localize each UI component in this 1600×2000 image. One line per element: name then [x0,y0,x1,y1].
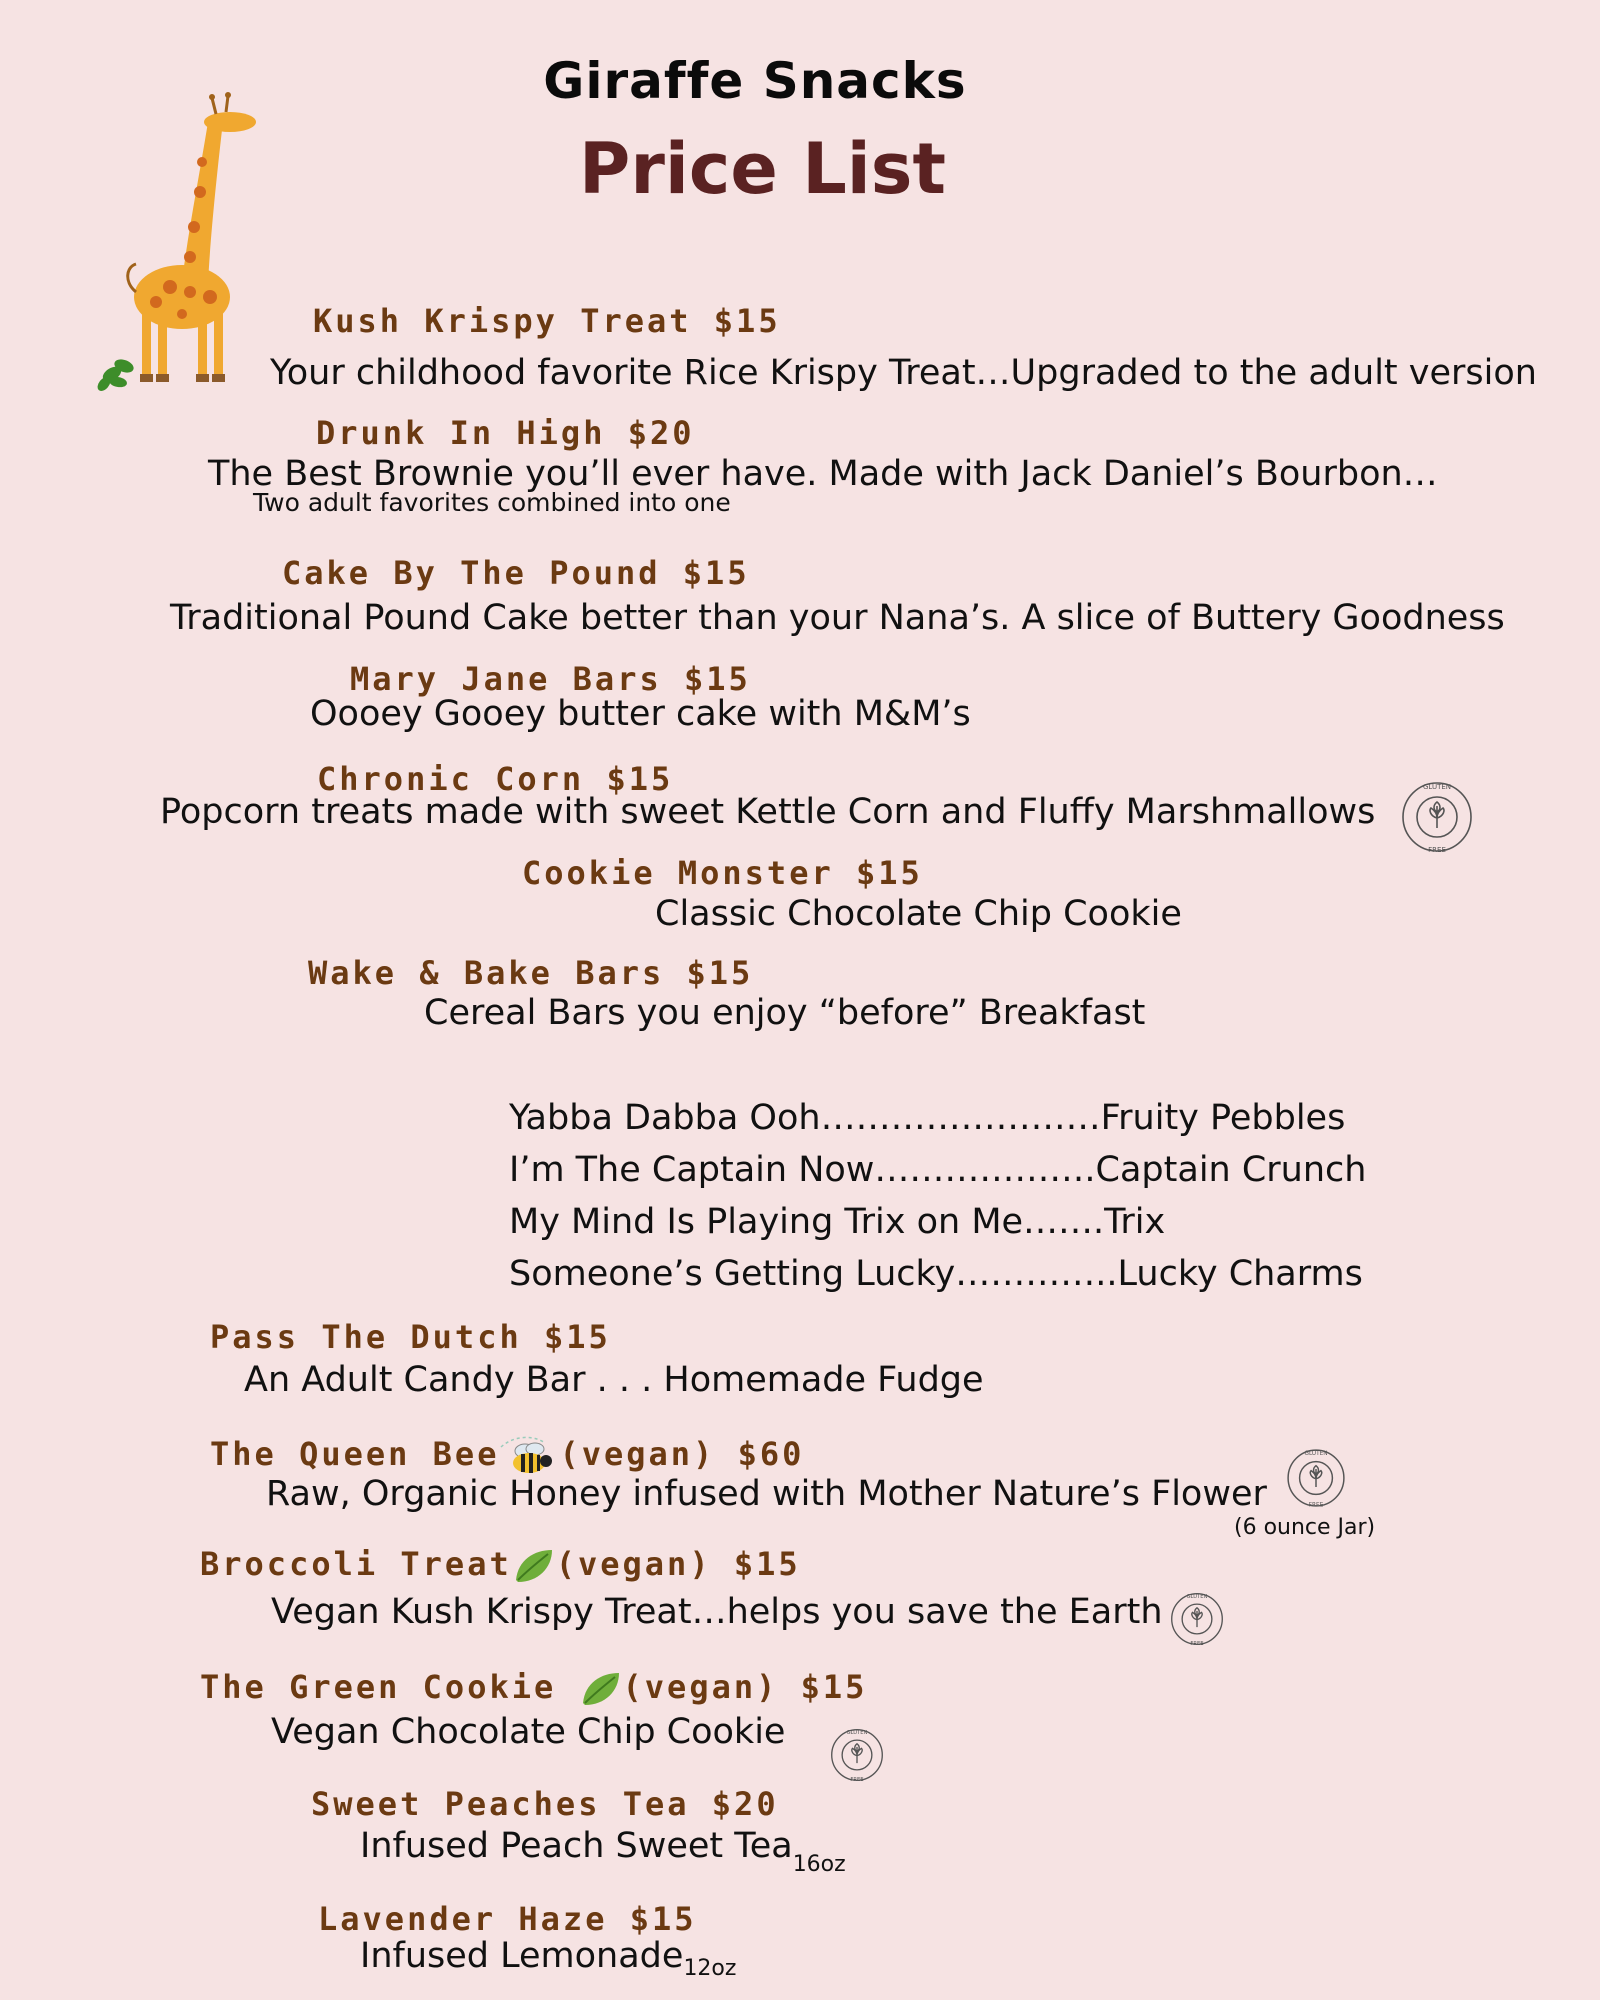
item-name-part: The Queen Bee [210,1435,500,1473]
page-title: Price List [579,128,946,210]
cereal-list-item: I’m The Captain Now……………….Captain Crunch [509,1150,1367,1190]
badge-top-text: GLUTEN [846,1730,868,1737]
badge-bottom-text: FREE [850,1777,864,1784]
leaf-icon [512,1546,556,1586]
badge-bottom-text: FREE [1308,1502,1324,1509]
item-name [200,1668,867,1709]
gluten-free-badge-icon [1284,1446,1348,1510]
item-description: An Adult Candy Bar . . . Homemade Fudge [244,1360,984,1400]
item-name: Pass The Dutch $15 [210,1318,611,1356]
item-name-part: The Green Cookie [200,1668,557,1706]
item-description: Traditional Pound Cake better than your Nana’s. A slice of Buttery Goodness [170,598,1505,638]
item-description [360,1936,736,1981]
item-name: Sweet Peaches Tea $20 [311,1785,779,1823]
giraffe-icon [90,92,280,392]
item-name: Lavender Haze $15 [318,1900,697,1938]
badge-bottom-text: FREE [1190,1641,1204,1648]
gluten-free-badge-icon [1168,1590,1226,1648]
gluten-free-badge-icon [1398,778,1476,856]
item-subdescription: Two adult favorites combined into one [253,488,731,517]
item-name: Drunk In High $20 [316,414,695,452]
item-description: Vegan Kush Krispy Treat…helps you save the Earth [271,1592,1163,1632]
item-description: Raw, Organic Honey infused with Mother Nature’s Flower [266,1474,1267,1514]
item-description: Oooey Gooey butter cake with M&M’s [310,694,971,734]
item-description: Classic Chocolate Chip Cookie [655,894,1182,934]
item-name: Mary Jane Bars $15 [350,660,751,698]
item-size: 16oz [792,1852,846,1877]
item-description [360,1826,846,1877]
item-name: Chronic Corn $15 [317,760,674,798]
item-name-part: (vegan) $60 [559,1435,805,1473]
item-name: Cake By The Pound $15 [282,554,750,592]
cereal-list-item: Yabba Dabba Ooh……………………Fruity Pebbles [509,1098,1346,1138]
item-name: Kush Krispy Treat $15 [313,302,781,340]
cereal-list-item: Someone’s Getting Lucky…………..Lucky Charms [509,1254,1363,1294]
leaf-icon [579,1669,623,1709]
item-name-part: (vegan) $15 [622,1668,868,1706]
item-name [200,1545,801,1586]
item-description: Popcorn treats made with sweet Kettle Corn and Fluffy Marshmallows [160,792,1376,832]
bee-icon [499,1433,559,1479]
item-name-part: (vegan) $15 [555,1545,801,1583]
item-description-text: Infused Lemonade [360,1936,684,1976]
cereal-list-item: My Mind Is Playing Trix on Me…….Trix [509,1202,1166,1242]
badge-top-text: GLUTEN [1186,1594,1208,1601]
item-description: The Best Brownie you’ll ever have. Made with Jack Daniel’s Bourbon… [208,454,1438,494]
brand-name: Giraffe Snacks [543,52,967,110]
item-description: Your childhood favorite Rice Krispy Treat…Upgraded to the adult version [270,353,1537,393]
item-description: Cereal Bars you enjoy “before” Breakfast [424,993,1146,1033]
badge-bottom-text: FREE [1428,846,1446,854]
item-size: 12oz [683,1956,737,1981]
item-name [210,1433,804,1479]
item-description-text: Infused Peach Sweet Tea [360,1826,793,1866]
item-name-part: Broccoli Treat [200,1545,512,1583]
badge-top-text: GLUTEN [1422,783,1452,791]
item-description: Vegan Chocolate Chip Cookie [271,1712,786,1752]
item-name: Cookie Monster $15 [522,854,923,892]
gluten-free-badge-icon [828,1726,886,1784]
item-note: (6 ounce Jar) [1234,1515,1376,1540]
item-name: Wake & Bake Bars $15 [308,954,754,992]
badge-top-text: GLUTEN [1304,1451,1328,1458]
